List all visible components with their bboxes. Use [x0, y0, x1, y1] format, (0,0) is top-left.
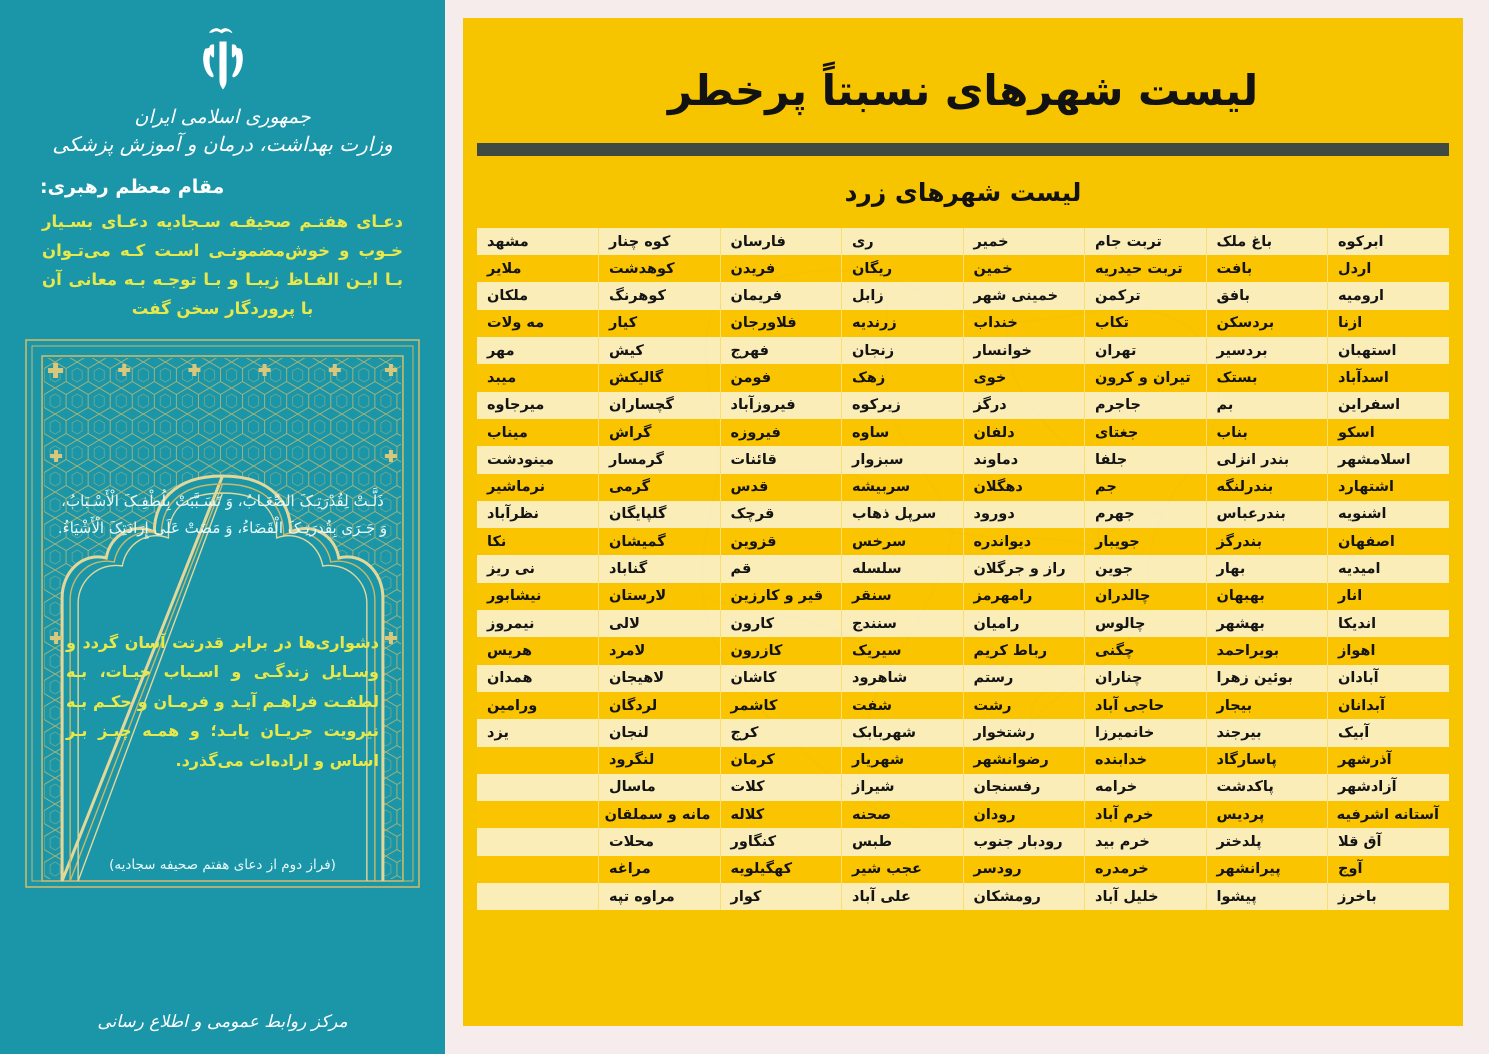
city-cell: رودان	[963, 801, 1085, 828]
city-cell: کوار	[720, 883, 842, 910]
city-cell: درگز	[963, 392, 1085, 419]
city-list-table-wrap	[477, 228, 1449, 910]
city-cell: رومشکان	[963, 883, 1085, 910]
city-list-table	[477, 228, 1449, 910]
city-cell: خدابنده	[1085, 747, 1207, 774]
city-cell: ارومیه	[1328, 282, 1450, 309]
city-cell: سرخس	[842, 528, 964, 555]
city-cell: فریمان	[720, 282, 842, 309]
persian-translation-text: دشواری‌ها در برابر قدرتت آسان گردد و وسـایل زندگـی و اسـباب حیـات، بـه لطفـت فراهـم آیـد و فرمـان و حکـم بـه نیرویت جریـان یابـد؛ و همـه چیـز بـر اساس و اراده‌ات می‌گذرد.	[66, 632, 379, 770]
city-cell: مه ولات	[477, 310, 599, 337]
city-cell: لالی	[599, 610, 721, 637]
table-row	[477, 828, 1449, 855]
city-cell: نکا	[477, 528, 599, 555]
city-cell: سیریک	[842, 637, 964, 664]
city-cell: نیشابور	[477, 583, 599, 610]
city-cell: محلات	[599, 828, 721, 855]
city-cell: اسدآباد	[1328, 364, 1450, 391]
city-cell: لنگرود	[599, 747, 721, 774]
city-cell: ابرکوه	[1328, 228, 1450, 255]
city-cell: یزد	[477, 719, 599, 746]
city-cell: جغتای	[1085, 419, 1207, 446]
city-cell: آبادان	[1328, 665, 1450, 692]
table-row	[477, 801, 1449, 828]
table-row	[477, 528, 1449, 555]
city-cell: سنقر	[842, 583, 964, 610]
city-cell: رشتخوار	[963, 719, 1085, 746]
city-cell: چناران	[1085, 665, 1207, 692]
city-cell: پلدختر	[1206, 828, 1328, 855]
city-cell: فومن	[720, 364, 842, 391]
city-cell: خلیل آباد	[1085, 883, 1207, 910]
source-note: (فراز دوم از دعای هفتم صحیفه سجادیه)	[109, 856, 336, 873]
yellow-poster	[463, 18, 1463, 1026]
city-table-body	[477, 228, 1449, 910]
city-cell: بهشهر	[1206, 610, 1328, 637]
city-cell: آذرشهر	[1328, 747, 1450, 774]
table-row	[477, 583, 1449, 610]
city-cell: خرمدره	[1085, 856, 1207, 883]
city-cell: خرم بید	[1085, 828, 1207, 855]
city-cell: کرمان	[720, 747, 842, 774]
empty-cell	[477, 856, 599, 883]
city-cell: همدان	[477, 665, 599, 692]
table-row	[477, 692, 1449, 719]
decorative-arch-frame	[22, 336, 423, 891]
city-cell: زنجان	[842, 337, 964, 364]
city-cell: خوی	[963, 364, 1085, 391]
empty-cell	[477, 747, 599, 774]
city-cell: لردگان	[599, 692, 721, 719]
city-cell: بافق	[1206, 282, 1328, 309]
city-cell: شهربابک	[842, 719, 964, 746]
city-cell: چالوس	[1085, 610, 1207, 637]
city-cell: نی ریز	[477, 555, 599, 582]
city-cell: لامرد	[599, 637, 721, 664]
city-cell: صحنه	[842, 801, 964, 828]
city-cell: خانمیرزا	[1085, 719, 1207, 746]
public-relations-footer: مرکز روابط عمومی و اطلاع رسانی	[97, 1012, 348, 1032]
city-cell: کوهدشت	[599, 255, 721, 282]
city-cell: گرمی	[599, 474, 721, 501]
city-cell: فهرج	[720, 337, 842, 364]
city-cell: شاهرود	[842, 665, 964, 692]
city-cell: کنگاور	[720, 828, 842, 855]
city-cell: استهبان	[1328, 337, 1450, 364]
city-cell: جوین	[1085, 555, 1207, 582]
city-cell: فریدن	[720, 255, 842, 282]
city-cell: جاجرم	[1085, 392, 1207, 419]
city-cell: رضوانشهر	[963, 747, 1085, 774]
city-cell: میناب	[477, 419, 599, 446]
city-cell: شهریار	[842, 747, 964, 774]
city-cell: لاهیجان	[599, 665, 721, 692]
city-cell: کوهرنگ	[599, 282, 721, 309]
city-cell: اسلامشهر	[1328, 446, 1450, 473]
table-row	[477, 665, 1449, 692]
city-cell: آستانه اشرفیه	[1328, 801, 1450, 828]
city-cell: بردسکن	[1206, 310, 1328, 337]
city-cell: کارون	[720, 610, 842, 637]
city-cell: خمینی شهر	[963, 282, 1085, 309]
city-cell: ترکمن	[1085, 282, 1207, 309]
city-cell: علی آباد	[842, 883, 964, 910]
city-cell: کیش	[599, 337, 721, 364]
city-cell: اردل	[1328, 255, 1450, 282]
city-cell: رفسنجان	[963, 774, 1085, 801]
city-cell: امیدیه	[1328, 555, 1450, 582]
city-cell: خوانسار	[963, 337, 1085, 364]
city-cell: قدس	[720, 474, 842, 501]
city-cell: سبزوار	[842, 446, 964, 473]
table-row	[477, 883, 1449, 910]
city-cell: انار	[1328, 583, 1450, 610]
city-cell: زیرکوه	[842, 392, 964, 419]
city-cell: بیجار	[1206, 692, 1328, 719]
table-row	[477, 364, 1449, 391]
city-cell: رودسر	[963, 856, 1085, 883]
table-row	[477, 501, 1449, 528]
city-cell: بستک	[1206, 364, 1328, 391]
city-cell: کازرون	[720, 637, 842, 664]
city-cell: مشهد	[477, 228, 599, 255]
city-cell: خرامه	[1085, 774, 1207, 801]
city-cell: گچساران	[599, 392, 721, 419]
city-cell: ازنا	[1328, 310, 1450, 337]
city-cell: مهر	[477, 337, 599, 364]
city-cell: گراش	[599, 419, 721, 446]
title-divider	[477, 143, 1449, 156]
city-cell: آبدانان	[1328, 692, 1450, 719]
city-cell: چگنی	[1085, 637, 1207, 664]
city-cell: پاسارگاد	[1206, 747, 1328, 774]
city-cell: ماسال	[599, 774, 721, 801]
city-cell: گرمسار	[599, 446, 721, 473]
table-row	[477, 282, 1449, 309]
city-cell: تهران	[1085, 337, 1207, 364]
city-cell: رامهرمز	[963, 583, 1085, 610]
city-cell: رودبار جنوب	[963, 828, 1085, 855]
table-row	[477, 474, 1449, 501]
city-cell: هریس	[477, 637, 599, 664]
city-cell: تربت جام	[1085, 228, 1207, 255]
table-row	[477, 255, 1449, 282]
city-cell: فارسان	[720, 228, 842, 255]
city-cell: خمین	[963, 255, 1085, 282]
city-cell: سنندج	[842, 610, 964, 637]
city-cell: آبیک	[1328, 719, 1450, 746]
table-row	[477, 228, 1449, 255]
city-cell: خرم آباد	[1085, 801, 1207, 828]
city-cell: اصفهان	[1328, 528, 1450, 555]
city-cell: اندیکا	[1328, 610, 1450, 637]
city-cell: ریگان	[842, 255, 964, 282]
page-title: لیست شهرهای نسبتاً پرخطر	[667, 66, 1259, 115]
city-cell: بناب	[1206, 419, 1328, 446]
city-cell: آزادشهر	[1328, 774, 1450, 801]
city-cell: مراغه	[599, 856, 721, 883]
city-cell: پیرانشهر	[1206, 856, 1328, 883]
city-cell: سلسله	[842, 555, 964, 582]
city-cell: کلات	[720, 774, 842, 801]
city-cell: ملایر	[477, 255, 599, 282]
city-cell: قائنات	[720, 446, 842, 473]
city-cell: بندرلنگه	[1206, 474, 1328, 501]
city-cell: قم	[720, 555, 842, 582]
city-cell: بوئین زهرا	[1206, 665, 1328, 692]
city-cell: زهک	[842, 364, 964, 391]
city-cell: چالدران	[1085, 583, 1207, 610]
city-cell: شفت	[842, 692, 964, 719]
city-cell: جلفا	[1085, 446, 1207, 473]
city-cell: نرماشیر	[477, 474, 599, 501]
city-cell: سربیشه	[842, 474, 964, 501]
city-cell: پیشوا	[1206, 883, 1328, 910]
city-cell: ری	[842, 228, 964, 255]
empty-cell	[477, 801, 599, 828]
empty-cell	[477, 883, 599, 910]
city-cell: بردسیر	[1206, 337, 1328, 364]
city-cell: زابل	[842, 282, 964, 309]
city-cell: گالیکش	[599, 364, 721, 391]
city-cell: کرج	[720, 719, 842, 746]
city-cell: گمیشان	[599, 528, 721, 555]
gov-title-country: جمهوری اسلامی ایران	[134, 106, 311, 128]
table-row	[477, 337, 1449, 364]
city-cell: پاکدشت	[1206, 774, 1328, 801]
city-cell: گلپایگان	[599, 501, 721, 528]
city-cell: شیراز	[842, 774, 964, 801]
table-row	[477, 419, 1449, 446]
city-cell: رستم	[963, 665, 1085, 692]
city-cell: ملکان	[477, 282, 599, 309]
city-cell: اشتهارد	[1328, 474, 1450, 501]
city-cell: باخرز	[1328, 883, 1450, 910]
city-cell: جم	[1085, 474, 1207, 501]
city-cell: بهار	[1206, 555, 1328, 582]
subtitle: لیست شهرهای زرد	[844, 178, 1082, 208]
city-cell: اهواز	[1328, 637, 1450, 664]
city-cell: تیران و کرون	[1085, 364, 1207, 391]
city-cell: باغ ملک	[1206, 228, 1328, 255]
city-cell: کوه چنار	[599, 228, 721, 255]
city-cell: دلفان	[963, 419, 1085, 446]
city-cell: جویبار	[1085, 528, 1207, 555]
city-cell: کیار	[599, 310, 721, 337]
city-cell: لارستان	[599, 583, 721, 610]
city-cell: آق قلا	[1328, 828, 1450, 855]
city-cell: رباط کریم	[963, 637, 1085, 664]
city-cell: فیروزه	[720, 419, 842, 446]
city-cell: قرچک	[720, 501, 842, 528]
city-cell: زرندیه	[842, 310, 964, 337]
city-cell: قیر و کارزین	[720, 583, 842, 610]
city-cell: سرپل ذهاب	[842, 501, 964, 528]
arabic-supplication-text: ذَلَّـتْ لِقُدْرَتِـکَ الصِّعَـابُ، وَ تَسَـبَّبَتْ بِلُطْفِـکَ الْأَسْـبَابُ، وَ جَـرَی بِقُدرَتِـکَ الْقَضَاءُ، وَ مَضَتْ عَلَی إِرَادَتِکَ الْأَشْیَاءُ.	[57, 491, 388, 538]
city-cell: دماوند	[963, 446, 1085, 473]
city-cell: خنداب	[963, 310, 1085, 337]
city-cell: دهگلان	[963, 474, 1085, 501]
city-cell: میرجاوه	[477, 392, 599, 419]
city-cell: اسکو	[1328, 419, 1450, 446]
table-row	[477, 310, 1449, 337]
empty-cell	[477, 774, 599, 801]
city-cell: مینودشت	[477, 446, 599, 473]
city-cell: کاشان	[720, 665, 842, 692]
city-cell: پردیس	[1206, 801, 1328, 828]
city-cell: حاجی آباد	[1085, 692, 1207, 719]
table-row	[477, 747, 1449, 774]
city-cell: مراوه تپه	[599, 883, 721, 910]
table-row	[477, 446, 1449, 473]
city-cell: لنجان	[599, 719, 721, 746]
table-row	[477, 856, 1449, 883]
city-cell: قزوین	[720, 528, 842, 555]
city-cell: بندرعباس	[1206, 501, 1328, 528]
city-cell: فلاورجان	[720, 310, 842, 337]
city-cell: گناباد	[599, 555, 721, 582]
teal-sidebar-panel	[0, 0, 445, 1054]
city-cell: آوج	[1328, 856, 1450, 883]
city-cell: میبد	[477, 364, 599, 391]
leader-quote: دعـای هفتـم صحیفـه سـجادیه دعـای بسـیار خـوب و خوش‌مضمونـی اسـت کـه می‌تـوان بـا ایـن الفـاظ زیبـا و بـا توجـه بـه معانی آن با پروردگار سخن گفت	[42, 212, 403, 318]
city-cell: ورامین	[477, 692, 599, 719]
city-cell: اسفراین	[1328, 392, 1450, 419]
table-row	[477, 719, 1449, 746]
city-cell: راز و جرگلان	[963, 555, 1085, 582]
leader-label: مقام معظم رهبری:	[40, 176, 225, 198]
iran-emblem-icon	[178, 22, 268, 100]
city-cell: مانه و سملقان	[599, 801, 721, 828]
city-cell: بیرجند	[1206, 719, 1328, 746]
table-row	[477, 392, 1449, 419]
empty-cell	[477, 828, 599, 855]
city-cell: خمیر	[963, 228, 1085, 255]
city-cell: جهرم	[1085, 501, 1207, 528]
city-cell: رامیان	[963, 610, 1085, 637]
city-cell: کلاله	[720, 801, 842, 828]
city-cell: کاشمر	[720, 692, 842, 719]
table-row	[477, 555, 1449, 582]
city-cell: نظرآباد	[477, 501, 599, 528]
city-cell: عجب شیر	[842, 856, 964, 883]
city-cell: فیروزآباد	[720, 392, 842, 419]
city-cell: نیمروز	[477, 610, 599, 637]
city-cell: بهبهان	[1206, 583, 1328, 610]
city-cell: دورود	[963, 501, 1085, 528]
city-cell: تربت حیدریه	[1085, 255, 1207, 282]
table-row	[477, 774, 1449, 801]
table-row	[477, 637, 1449, 664]
city-cell: بم	[1206, 392, 1328, 419]
city-cell: بافت	[1206, 255, 1328, 282]
city-cell: کهگیلویه	[720, 856, 842, 883]
gov-title-ministry: وزارت بهداشت، درمان و آموزش پزشکی	[52, 132, 393, 156]
city-cell: دیواندره	[963, 528, 1085, 555]
city-cell: طبس	[842, 828, 964, 855]
poster-area	[445, 0, 1489, 1054]
table-row	[477, 610, 1449, 637]
city-cell: اشنویه	[1328, 501, 1450, 528]
city-cell: ساوه	[842, 419, 964, 446]
city-cell: بویراحمد	[1206, 637, 1328, 664]
city-cell: بندر انزلی	[1206, 446, 1328, 473]
city-cell: بندرگز	[1206, 528, 1328, 555]
city-cell: رشت	[963, 692, 1085, 719]
city-cell: تکاب	[1085, 310, 1207, 337]
